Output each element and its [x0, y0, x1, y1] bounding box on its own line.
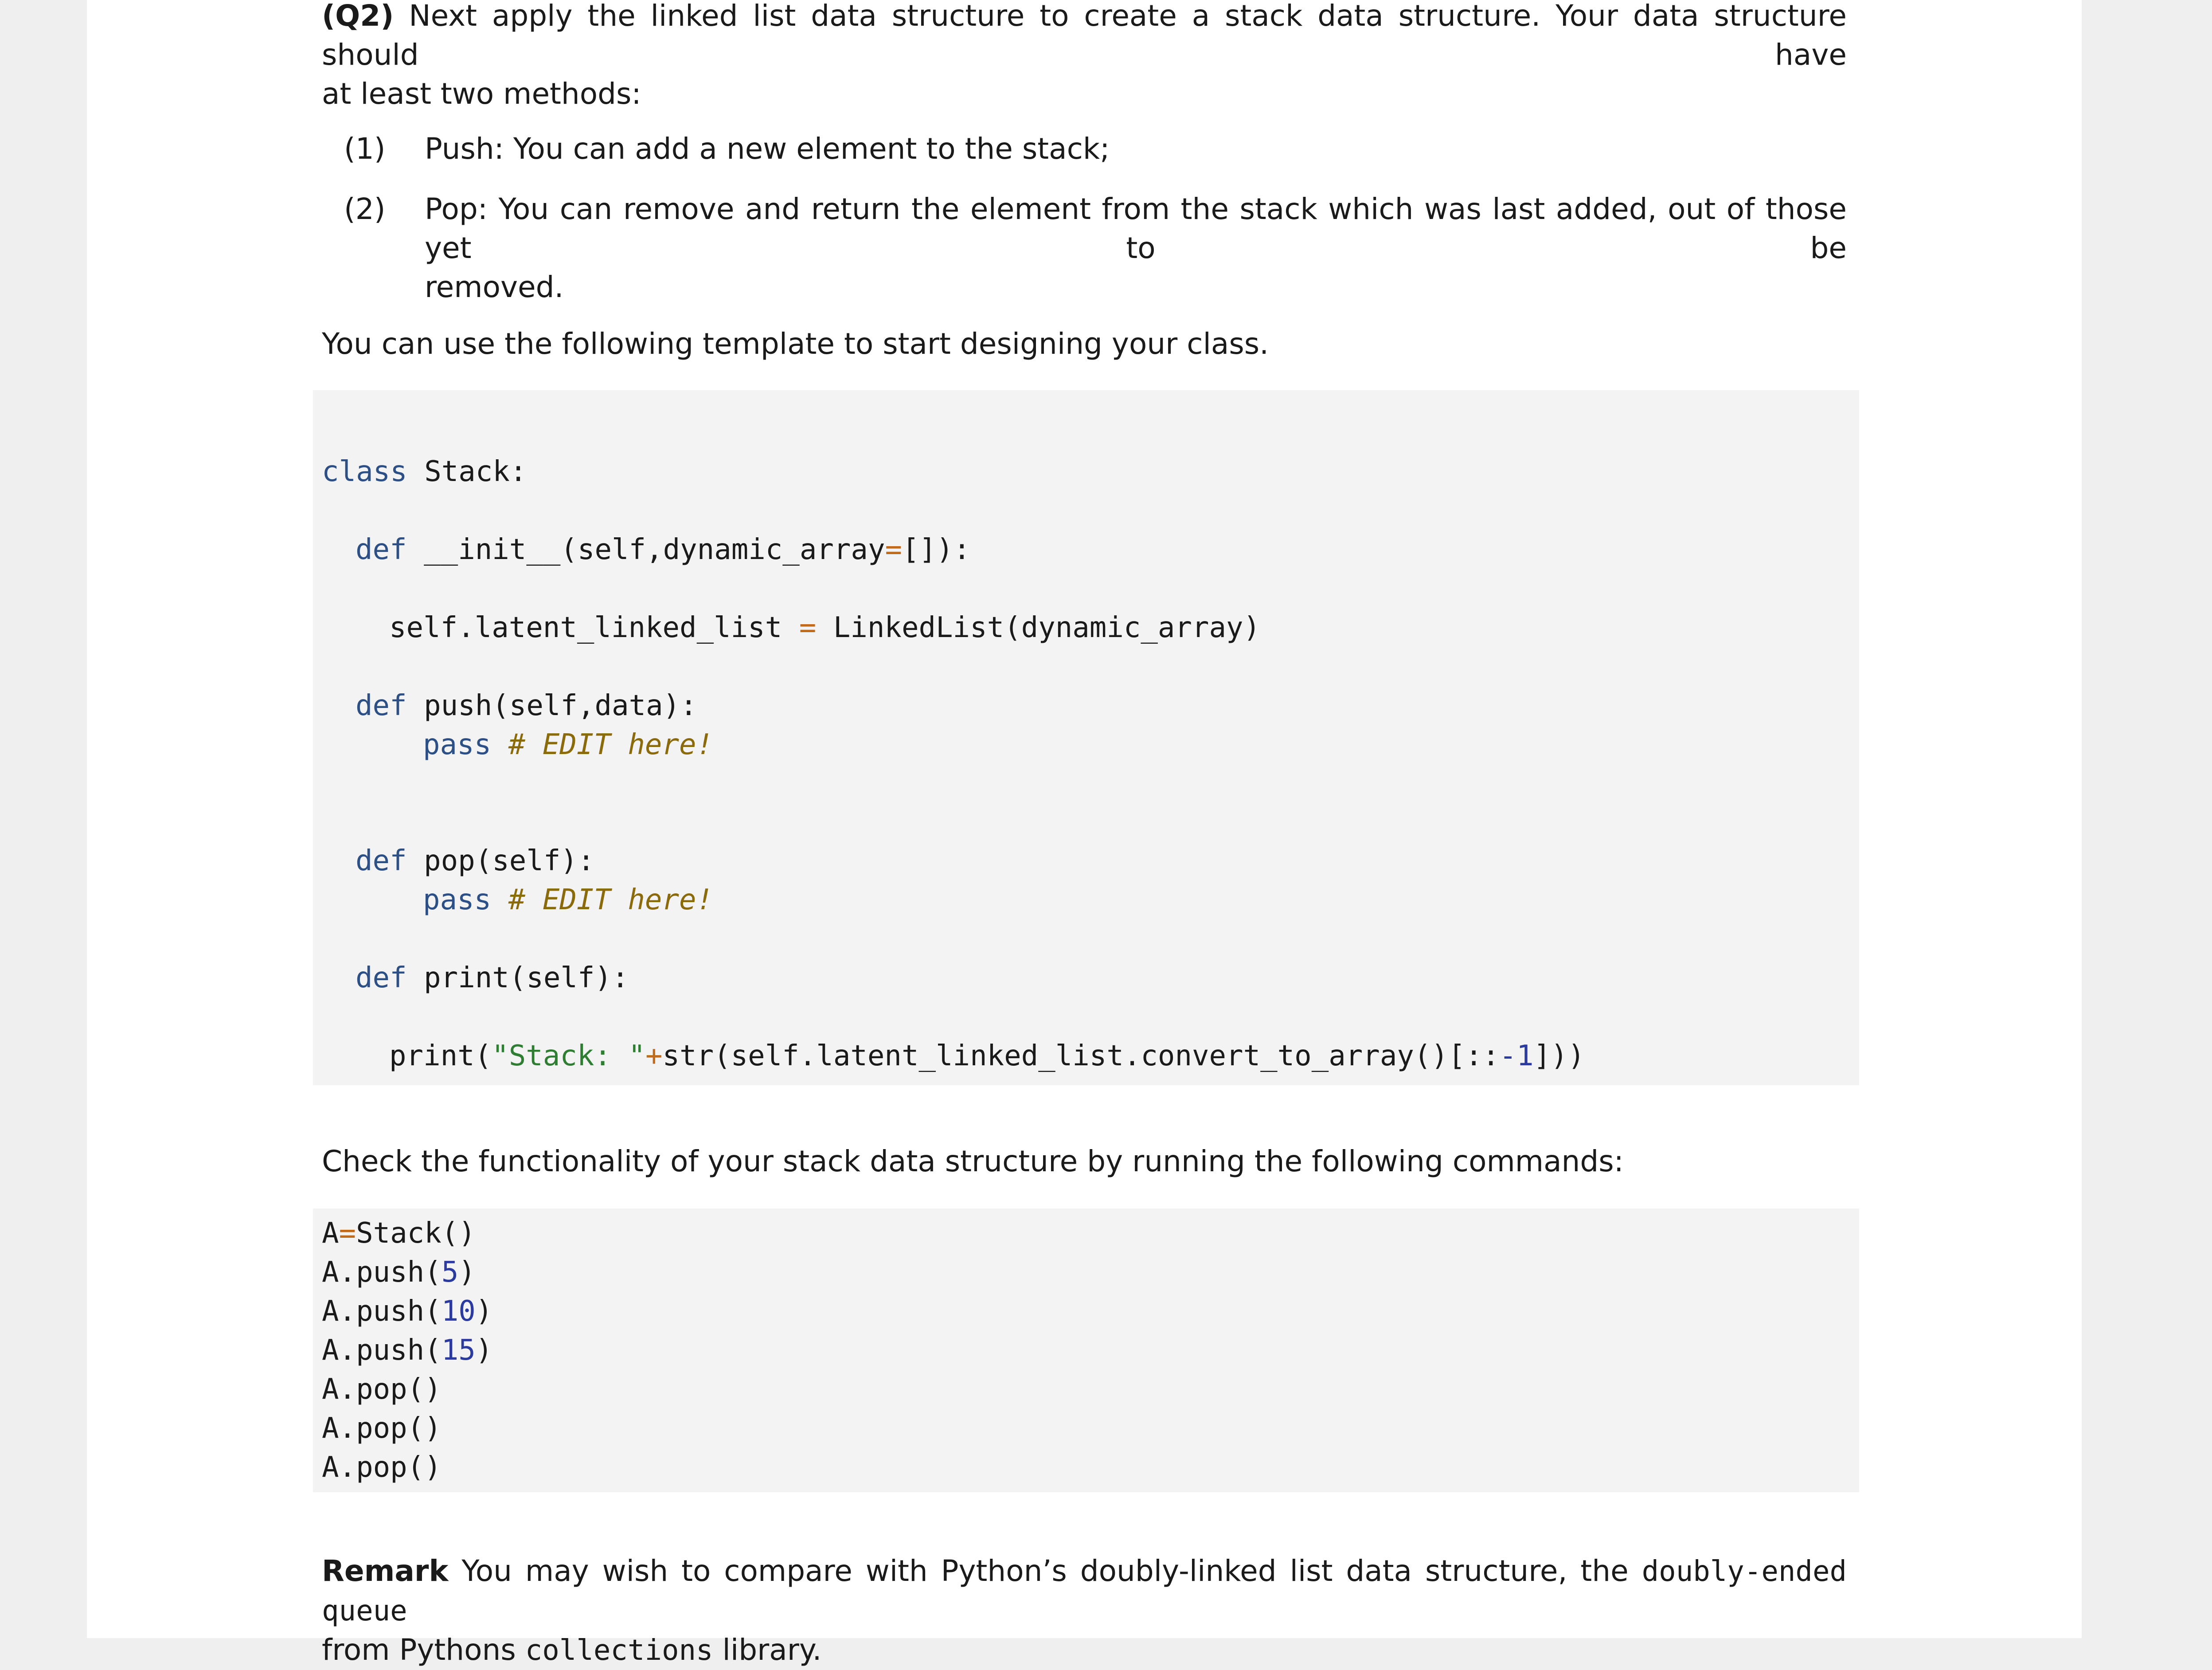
check-intro: Check the functionality of your stack data structure by running the following commands:: [322, 1144, 1624, 1178]
code-line: A.pop(): [322, 1412, 442, 1445]
code-line: print("Stack: "+str(self.latent_linked_list.convert_to_array()[::-1])): [389, 1040, 1585, 1072]
commands-code-block: [313, 1209, 1859, 1492]
code-line: pass # EDIT here!: [423, 884, 714, 916]
document-page: [87, 0, 2082, 1667]
method-item-text-line-1: Pop: You can remove and return the element from the stack which was last added, out of those yet to be: [425, 192, 1847, 265]
q2-line1-text: Next apply the linked list data structure to create a stack data structure. Your data structure should have: [322, 0, 1847, 72]
code-line: A=Stack(): [322, 1217, 476, 1250]
code-line: pass # EDIT here!: [423, 728, 714, 761]
remark-line-2: from Pythons collections library.: [322, 1633, 822, 1667]
remark-line-1: [322, 1552, 1847, 1631]
remark-text: You may wish to compare with Python’s doubly-linked list data structure, the: [448, 1554, 1642, 1588]
code-line: A.pop(): [322, 1451, 442, 1484]
code-line: A.pop(): [322, 1373, 442, 1406]
code-line: A.push(10): [322, 1295, 493, 1328]
code-line: def push(self,data):: [356, 689, 697, 722]
remark-label: Remark: [322, 1554, 449, 1588]
q2-paragraph: [322, 0, 1847, 113]
method-item-number: (1): [344, 132, 386, 166]
code-line: def __init__(self,dynamic_array=[]):: [356, 533, 971, 566]
code-line: def print(self):: [356, 962, 629, 994]
q2-label: (Q2): [322, 0, 394, 33]
method-item-text: [425, 190, 1847, 307]
code-line: A.push(5): [322, 1256, 476, 1289]
code-line: A.push(15): [322, 1334, 493, 1367]
q2-line-1: [322, 0, 1847, 74]
method-item-text-line-2: removed.: [425, 270, 564, 304]
remark-code-collections: collections: [525, 1634, 713, 1667]
remark-code-deque: doubly-ended queue: [322, 1555, 1847, 1627]
code-line: class Stack:: [322, 455, 527, 488]
method-item-text: Push: You can add a new element to the stack;: [425, 132, 1110, 166]
q2-line-2: at least two methods:: [322, 77, 641, 111]
code-line: def pop(self):: [356, 845, 595, 877]
method-item-number: (2): [344, 192, 386, 226]
template-intro: You can use the following template to start designing your class.: [322, 327, 1269, 361]
remark-paragraph: [322, 1552, 1847, 1670]
template-code-block: [313, 390, 1859, 1085]
code-line: self.latent_linked_list = LinkedList(dynamic_array): [389, 611, 1261, 644]
